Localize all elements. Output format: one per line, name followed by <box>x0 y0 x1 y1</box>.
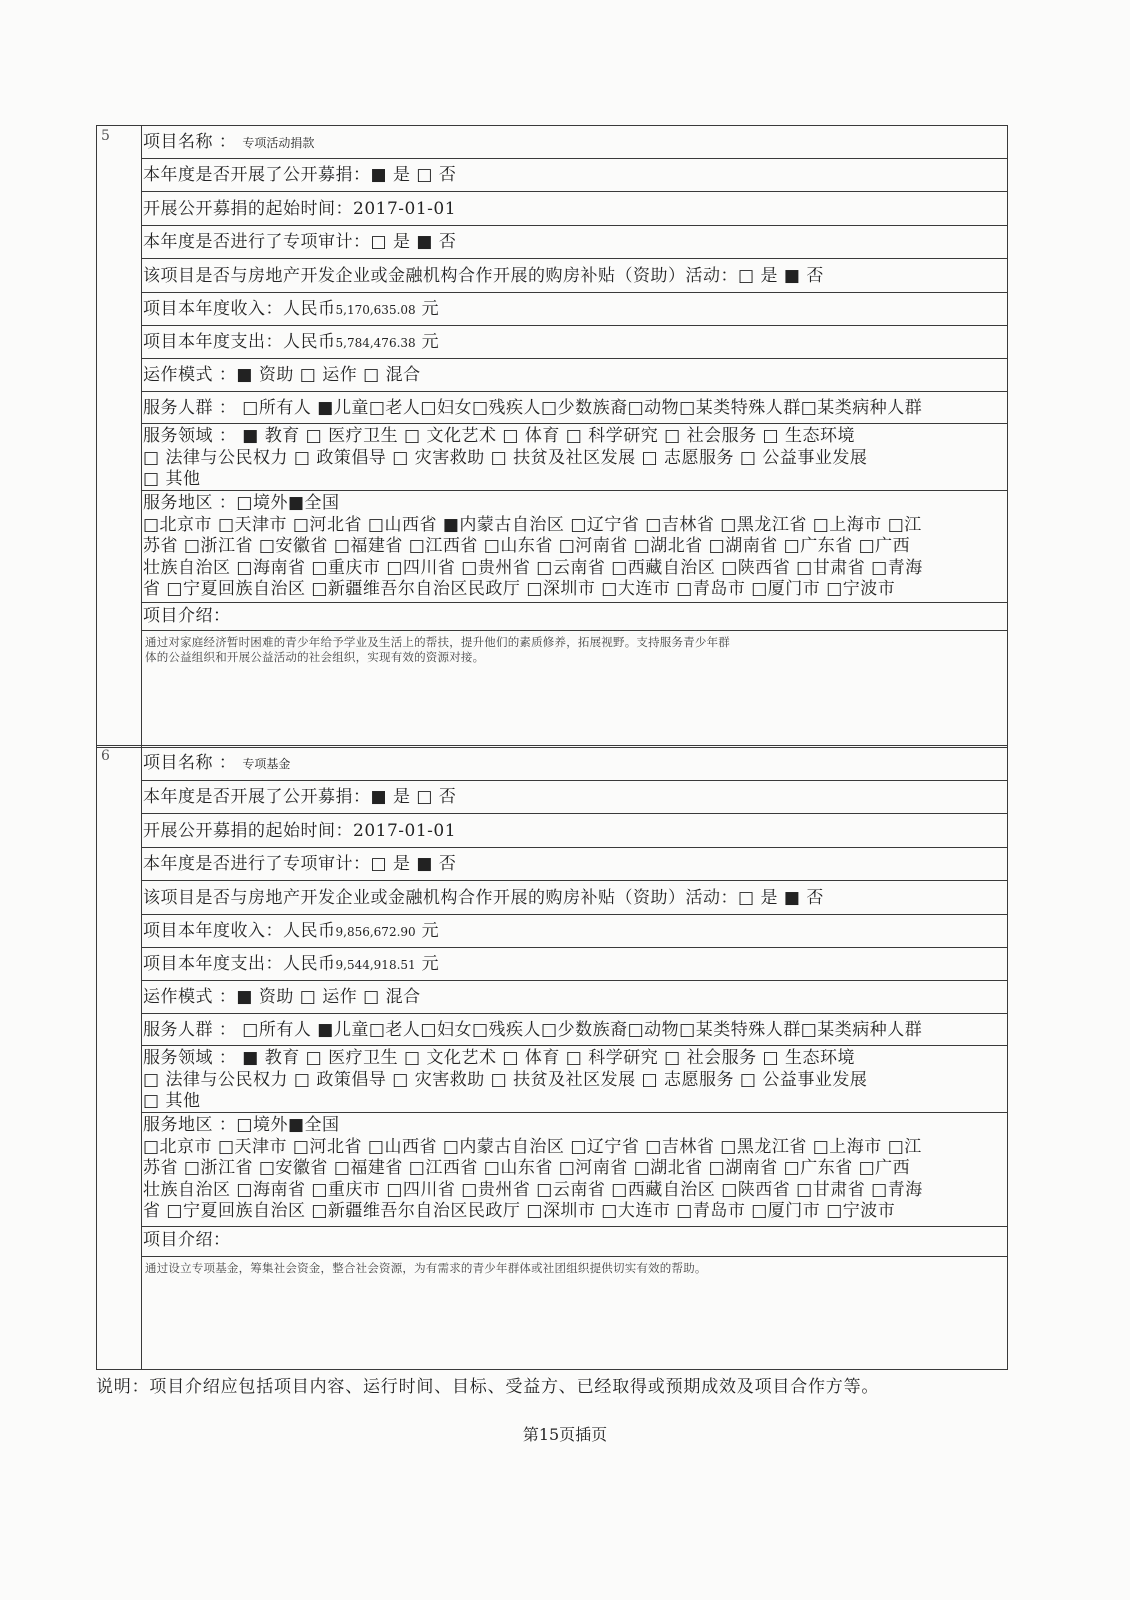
service-fields-line: 服务领域 ： ■ 教育 □ 医疗卫生 □ 文化艺术 □ 体育 □ 科学研究 □ 社会服务 □ 生态环境 <box>143 1048 855 1068</box>
intro-label-row: 项目介绍： <box>141 1227 1007 1257</box>
service-fields-line: □ 其他 <box>143 469 201 489</box>
housing-subsidy-row: 该项目是否与房地产开发企业或金融机构合作开展的购房补贴（资助）活动：□ 是 ■ 否 <box>141 259 1007 293</box>
service-groups-row: 服务人群 ： □所有人 ■儿童□老人□妇女□残疾人□少数族裔□动物□某类特殊人群□某类病种人群 <box>141 392 1007 424</box>
fundraising-start-row: 开展公开募捐的起始时间：2017-01-01 <box>141 192 1007 226</box>
expense-label: 项目本年度支出：人民币 <box>143 332 336 352</box>
project-index-cell <box>97 126 142 747</box>
special-audit-row: 本年度是否进行了专项审计：□ 是 ■ 否 <box>141 848 1007 881</box>
service-regions-line: 苏省 □浙江省 □安徽省 □福建省 □江西省 □山东省 □河南省 □湖北省 □湖南省 □广东省 □广西 <box>143 1158 911 1178</box>
public-fundraising-row: 本年度是否开展了公开募捐：■ 是 □ 否 <box>141 781 1007 814</box>
service-regions-line: 省 □宁夏回族自治区 □新疆维吾尔自治区民政厅 □深圳市 □大连市 □青岛市 □厦门市 □宁波市 <box>143 1201 896 1221</box>
income-unit: 元 <box>421 299 440 319</box>
service-regions-row <box>141 1113 1007 1227</box>
project-block-6 <box>96 745 1008 1370</box>
expense-row <box>141 326 1007 359</box>
operation-mode-row: 运作模式 ：■ 资助 □ 运作 □ 混合 <box>141 359 1007 392</box>
project-index: 6 <box>101 748 110 764</box>
project-name-label: 项目名称 ： <box>143 753 237 773</box>
intro-text <box>141 1257 1007 1280</box>
service-regions-line: □北京市 □天津市 □河北省 □山西省 ■内蒙古自治区 □辽宁省 □吉林省 □黑龙江省 □上海市 □江 <box>143 514 922 535</box>
service-groups-row: 服务人群 ： □所有人 ■儿童□老人□妇女□残疾人□少数族裔□动物□某类特殊人群□某类病种人群 <box>141 1014 1007 1046</box>
project-index-cell <box>97 746 142 1369</box>
project-name-row <box>141 126 1007 159</box>
project-name-label: 项目名称 ： <box>143 132 237 152</box>
income-value: 9,856,672.90 <box>335 925 416 939</box>
expense-row <box>141 948 1007 981</box>
service-fields-row <box>141 424 1007 491</box>
income-value: 5,170,635.08 <box>335 303 416 317</box>
page-number: 第15页插页 <box>522 1425 608 1444</box>
project-index: 5 <box>101 128 110 144</box>
service-regions-line: 壮族自治区 □海南省 □重庆市 □四川省 □贵州省 □云南省 □西藏自治区 □陕西省 □甘肃省 □青海 <box>143 1179 923 1200</box>
project-name-value: 专项基金 <box>242 757 291 771</box>
project-block-5 <box>96 125 1008 748</box>
service-fields-line: □ 法律与公民权力 □ 政策倡导 □ 灾害救助 □ 扶贫及社区发展 □ 志愿服务 □ 公益事业发展 <box>143 447 868 468</box>
special-audit-row: 本年度是否进行了专项审计：□ 是 ■ 否 <box>141 226 1007 259</box>
public-fundraising-row: 本年度是否开展了公开募捐：■ 是 □ 否 <box>141 159 1007 192</box>
service-regions-row <box>141 491 1007 603</box>
service-fields-line: □ 其他 <box>143 1091 201 1111</box>
service-regions-line: 苏省 □浙江省 □安徽省 □福建省 □江西省 □山东省 □河南省 □湖北省 □湖南省 □广东省 □广西 <box>143 536 911 556</box>
expense-label: 项目本年度支出：人民币 <box>143 954 336 974</box>
project-name-row <box>141 746 1007 781</box>
income-label: 项目本年度收入：人民币 <box>143 299 336 319</box>
operation-mode-row: 运作模式 ：■ 资助 □ 运作 □ 混合 <box>141 981 1007 1014</box>
intro-line: 通过设立专项基金，筹集社会资金，整合社会资源，为有需求的青少年群体或社团组织提供切实有效的帮助。 <box>145 1261 707 1275</box>
income-row <box>141 293 1007 326</box>
expense-unit: 元 <box>421 954 440 974</box>
income-unit: 元 <box>421 921 440 941</box>
footnote: 说明：项目介绍应包括项目内容、运行时间、目标、受益方、已经取得或预期成效及项目合作方等。 <box>96 1377 880 1397</box>
fundraising-start-row: 开展公开募捐的起始时间：2017-01-01 <box>141 814 1007 848</box>
service-fields-line: 服务领域 ： ■ 教育 □ 医疗卫生 □ 文化艺术 □ 体育 □ 科学研究 □ 社会服务 □ 生态环境 <box>143 426 855 446</box>
service-regions-line: 壮族自治区 □海南省 □重庆市 □四川省 □贵州省 □云南省 □西藏自治区 □陕西省 □甘肃省 □青海 <box>143 557 923 578</box>
service-regions-line: 服务地区 ：□境外■全国 <box>143 1115 340 1135</box>
service-regions-line: 省 □宁夏回族自治区 □新疆维吾尔自治区民政厅 □深圳市 □大连市 □青岛市 □厦门市 □宁波市 <box>143 579 896 599</box>
expense-unit: 元 <box>421 332 440 352</box>
intro-line: 通过对家庭经济暂时困难的青少年给予学业及生活上的帮扶，提升他们的素质修养，拓展视野。支持服务青少年群 <box>145 635 730 649</box>
income-label: 项目本年度收入：人民币 <box>143 921 336 941</box>
income-row <box>141 915 1007 948</box>
intro-label-row: 项目介绍： <box>141 603 1007 631</box>
service-fields-line: □ 法律与公民权力 □ 政策倡导 □ 灾害救助 □ 扶贫及社区发展 □ 志愿服务 □ 公益事业发展 <box>143 1069 868 1090</box>
project-name-value: 专项活动捐款 <box>242 136 315 150</box>
expense-value: 5,784,476.38 <box>335 336 416 350</box>
service-regions-line: 服务地区 ：□境外■全国 <box>143 493 340 513</box>
service-fields-row <box>141 1046 1007 1113</box>
housing-subsidy-row: 该项目是否与房地产开发企业或金融机构合作开展的购房补贴（资助）活动：□ 是 ■ 否 <box>141 881 1007 915</box>
service-regions-line: □北京市 □天津市 □河北省 □山西省 □内蒙古自治区 □辽宁省 □吉林省 □黑龙江省 □上海市 □江 <box>143 1136 922 1157</box>
intro-text <box>141 631 1007 669</box>
expense-value: 9,544,918.51 <box>335 958 416 972</box>
intro-line: 体的公益组织和开展公益活动的社会组织，实现有效的资源对接。 <box>145 650 485 664</box>
